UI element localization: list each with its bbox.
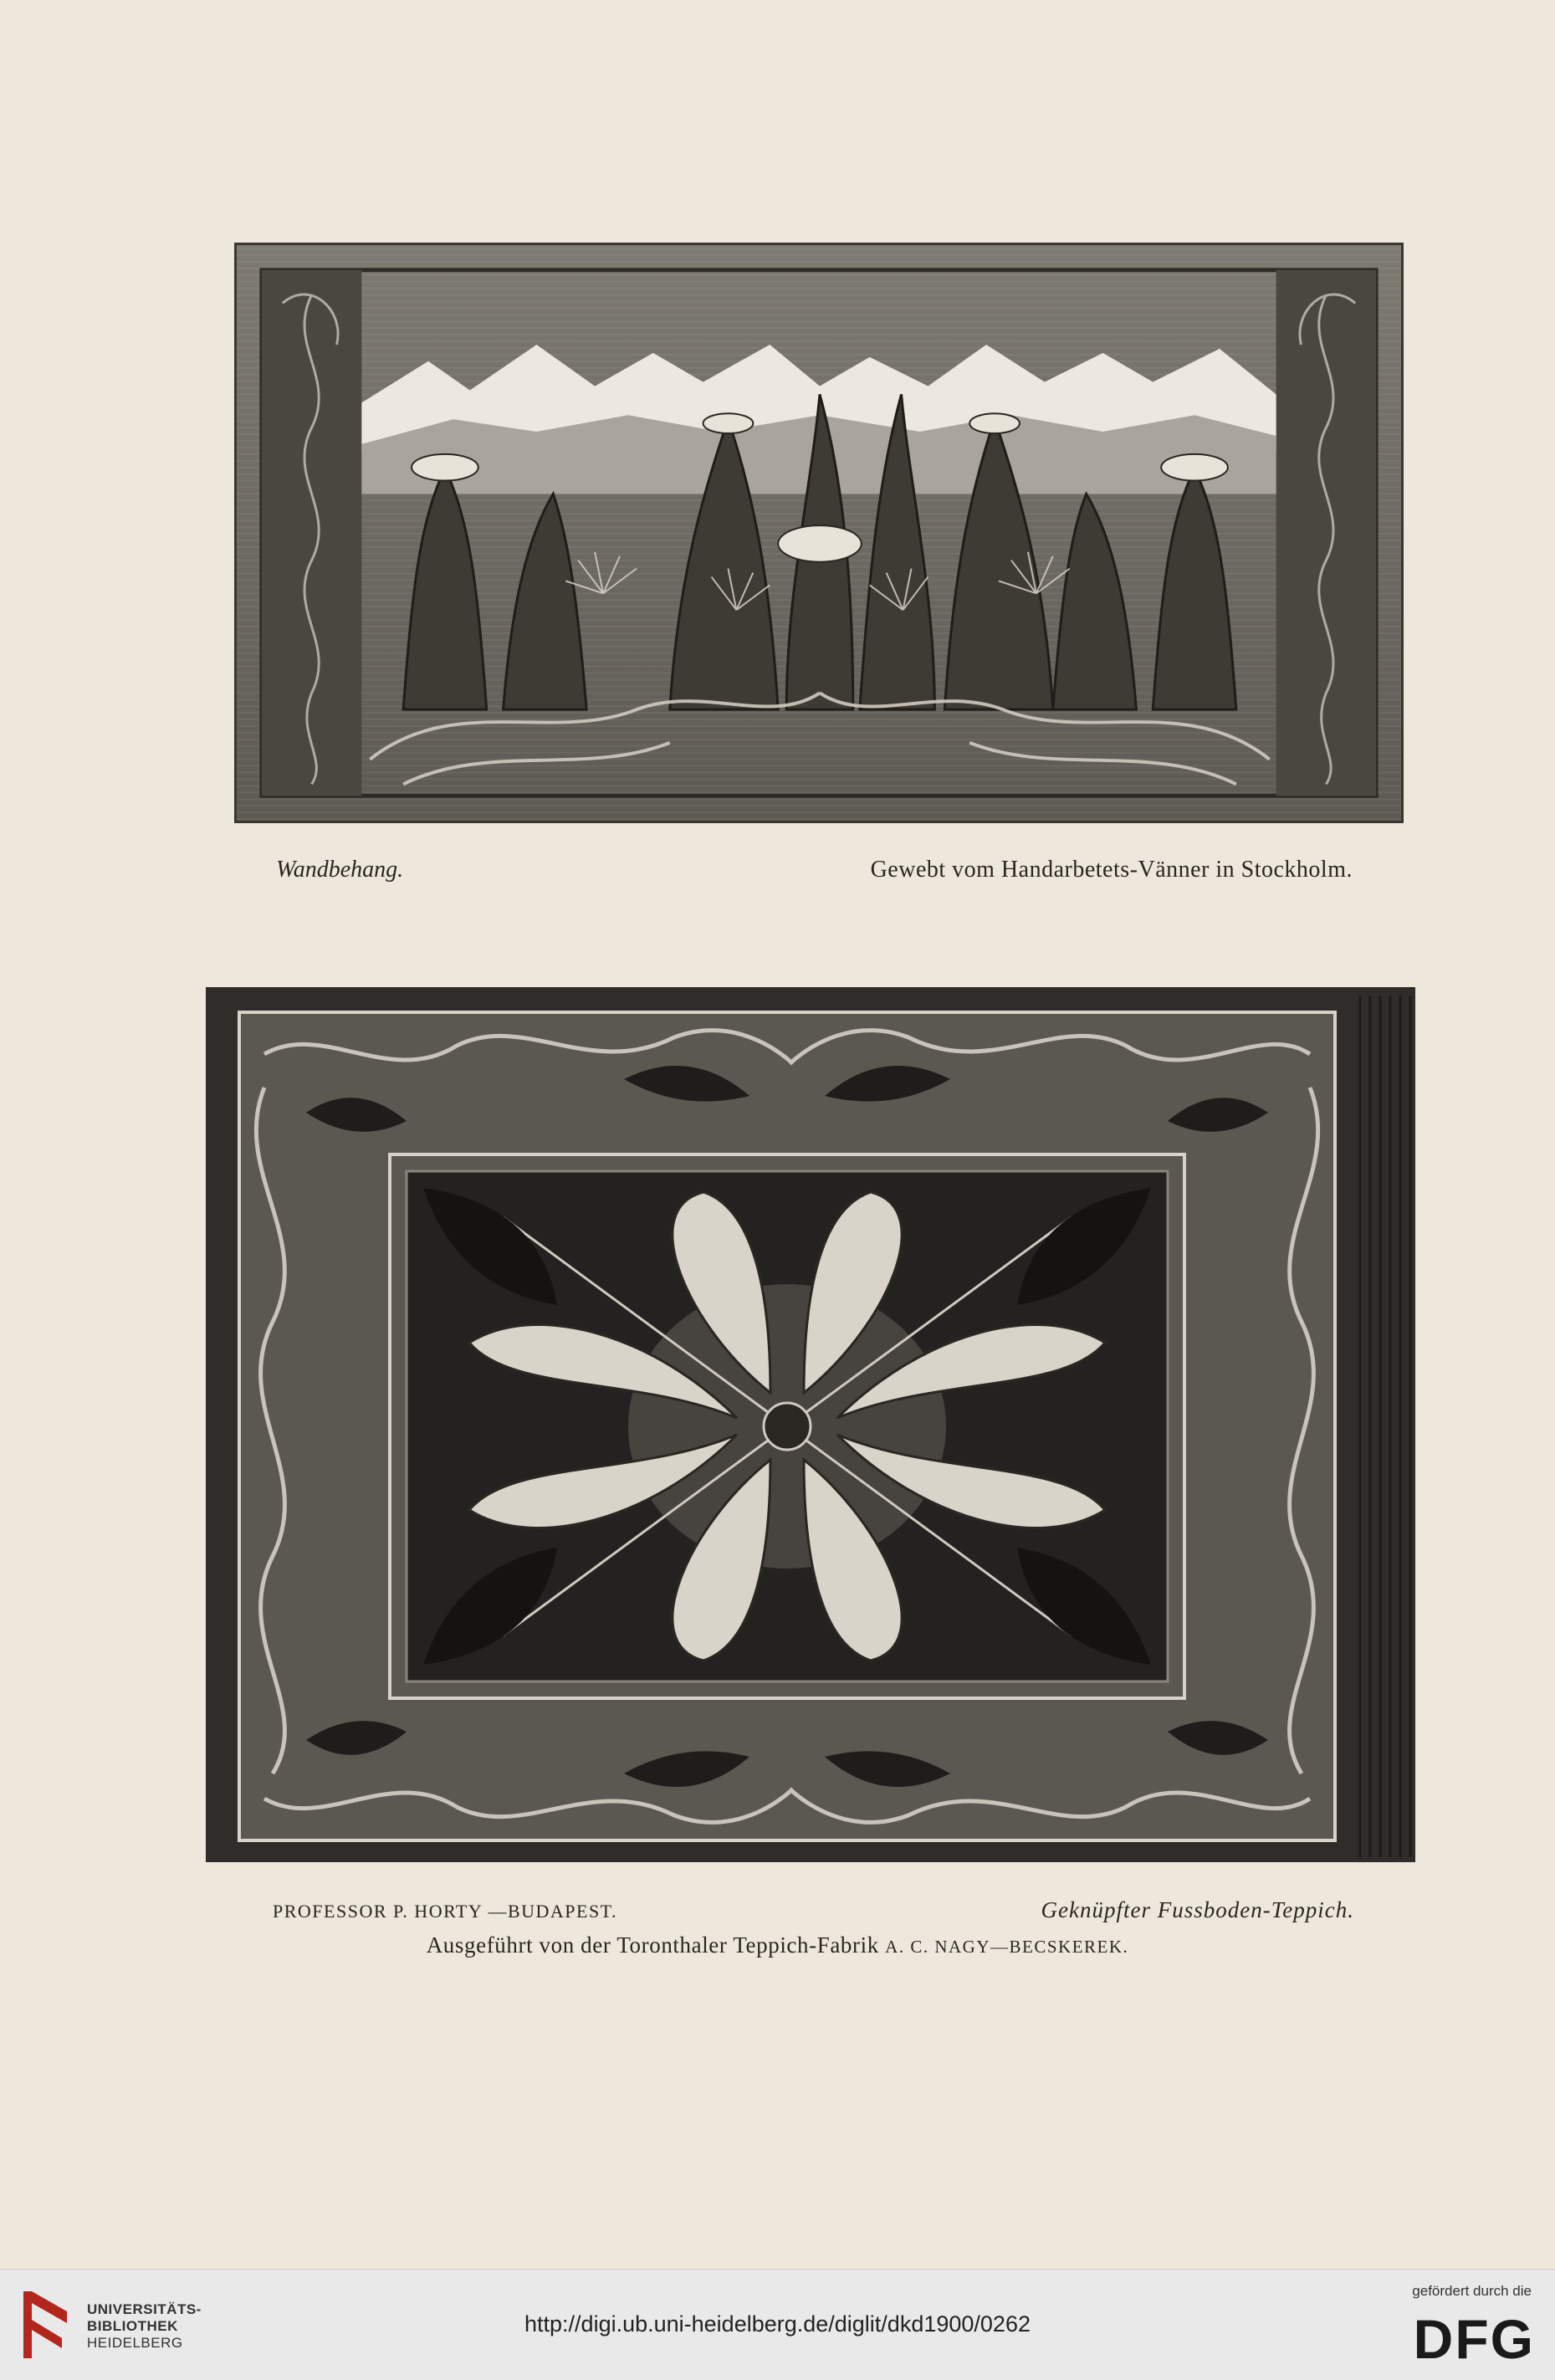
library-name-line1: UNIVERSITÄTS- [87, 2301, 202, 2317]
funded-by-label: gefördert durch die [1412, 2283, 1532, 2299]
carpet-photo [206, 987, 1415, 1862]
library-name-line3: HEIDELBERG [87, 2335, 183, 2351]
caption-carpet-designer: PROFESSOR P. HORTY —BUDAPEST. [273, 1901, 617, 1922]
digitization-footer [0, 2269, 1555, 2380]
dfg-logo: DFG [1413, 2308, 1535, 2370]
caption-wall-hanging-title: Wandbehang. [276, 857, 404, 883]
page-url-link[interactable]: http://digi.ub.uni-heidelberg.de/diglit/dkd1900/0262 [524, 2311, 1031, 2336]
caption-carpet-manufacturer [0, 1932, 1555, 1958]
wall-hanging-photo [234, 243, 1404, 823]
caption-wall-hanging-maker: Gewebt vom Handarbetets-Vänner in Stockholm. [870, 857, 1353, 883]
caption-manufacturer-name: A. C. NAGY—BECSKEREK. [885, 1937, 1129, 1957]
caption-carpet-title: Geknüpfter Fussboden-Teppich. [1041, 1897, 1354, 1922]
library-name-line2: BIBLIOTHEK [87, 2318, 178, 2334]
caption-manufacturer-text: Ausgeführt von der Toronthaler Teppich-Fabrik [426, 1932, 879, 1958]
